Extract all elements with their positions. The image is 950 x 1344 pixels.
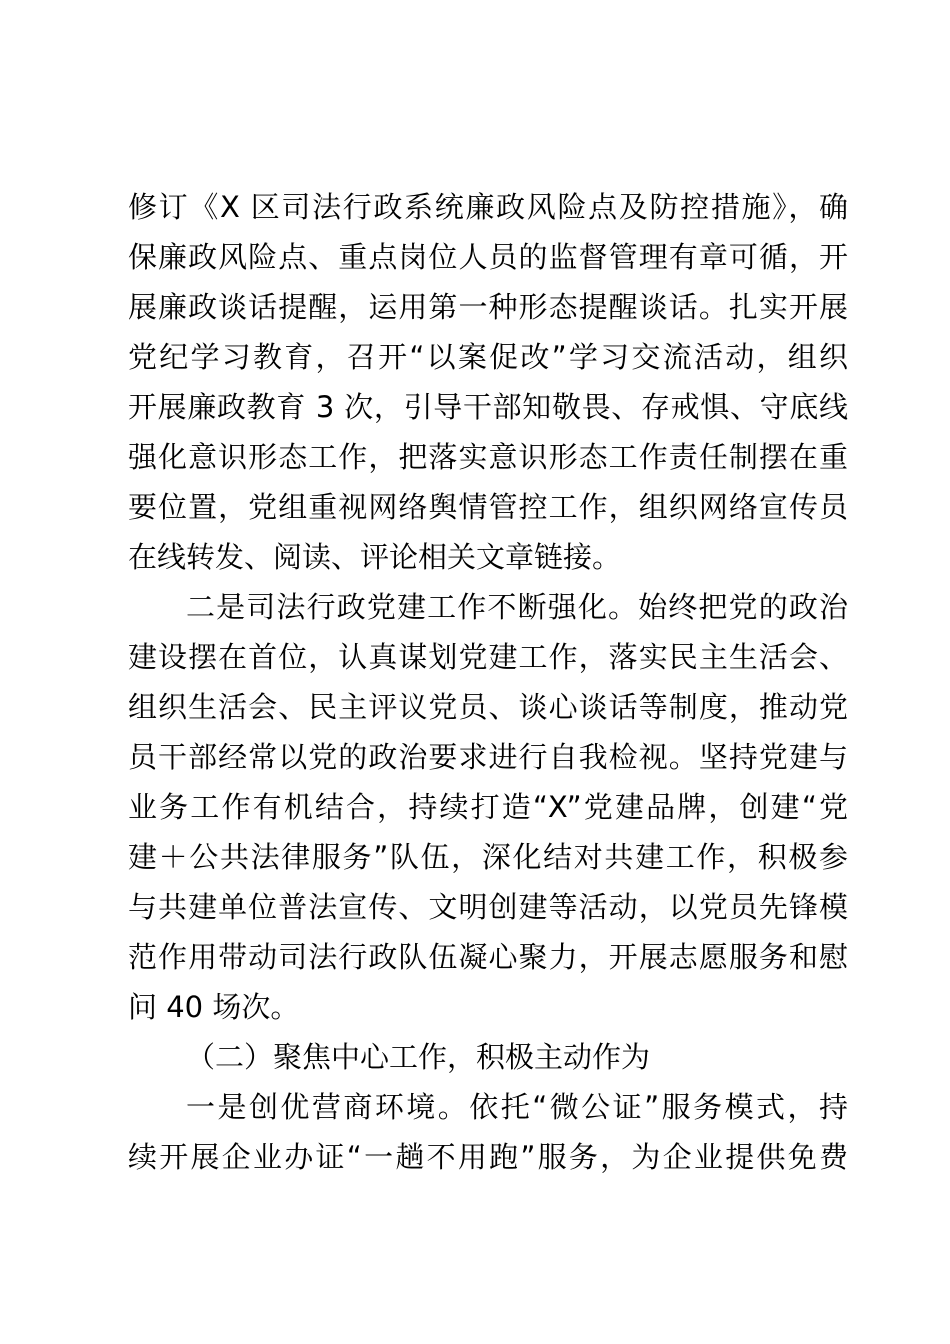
text-line: 员干部经常以党的政治要求进行自我检视。坚持党建与 — [128, 740, 848, 774]
text-line: 业务工作有机结合，持续打造“X”党建品牌，创建“党 — [128, 790, 848, 824]
text-line: 建设摆在首位，认真谋划党建工作，落实民主生活会、 — [128, 640, 848, 674]
paragraph-heading-line: 一是创优营商环境。依托“微公证”服务模式，持 — [186, 1090, 848, 1124]
text-line: 强化意识形态工作，把落实意识形态工作责任制摆在重 — [128, 440, 848, 474]
text-line: 建＋公共法律服务”队伍，深化结对共建工作，积极参 — [128, 840, 848, 874]
document-body — [128, 182, 848, 1182]
text-line: 与共建单位普法宣传、文明创建等活动，以党员先锋模 — [128, 890, 848, 924]
text-line: 问 40 场次。 — [128, 990, 300, 1024]
text-line: 开展廉政教育 3 次，引导干部知敬畏、存戒惧、守底线 — [128, 390, 848, 424]
text-line: 修订《X 区司法行政系统廉政风险点及防控措施》，确 — [128, 190, 848, 224]
paragraph-heading-line: 二是司法行政党建工作不断强化。始终把党的政治 — [186, 590, 848, 624]
text-line: 党纪学习教育，召开“以案促改”学习交流活动，组织 — [128, 340, 848, 374]
text-line: 展廉政谈话提醒，运用第一种形态提醒谈话。扎实开展 — [128, 290, 848, 324]
text-line: 组织生活会、民主评议党员、谈心谈话等制度，推动党 — [128, 690, 848, 724]
text-line: 保廉政风险点、重点岗位人员的监督管理有章可循，开 — [128, 240, 848, 274]
text-line: 范作用带动司法行政队伍凝心聚力，开展志愿服务和慰 — [128, 940, 848, 974]
section-heading: （二）聚焦中心工作，积极主动作为 — [186, 1040, 651, 1074]
text-line: 要位置，党组重视网络舆情管控工作，组织网络宣传员 — [128, 490, 848, 524]
text-line: 续开展企业办证“一趟不用跑”服务，为企业提供免费 — [128, 1140, 848, 1174]
text-line: 在线转发、阅读、评论相关文章链接。 — [128, 540, 622, 574]
